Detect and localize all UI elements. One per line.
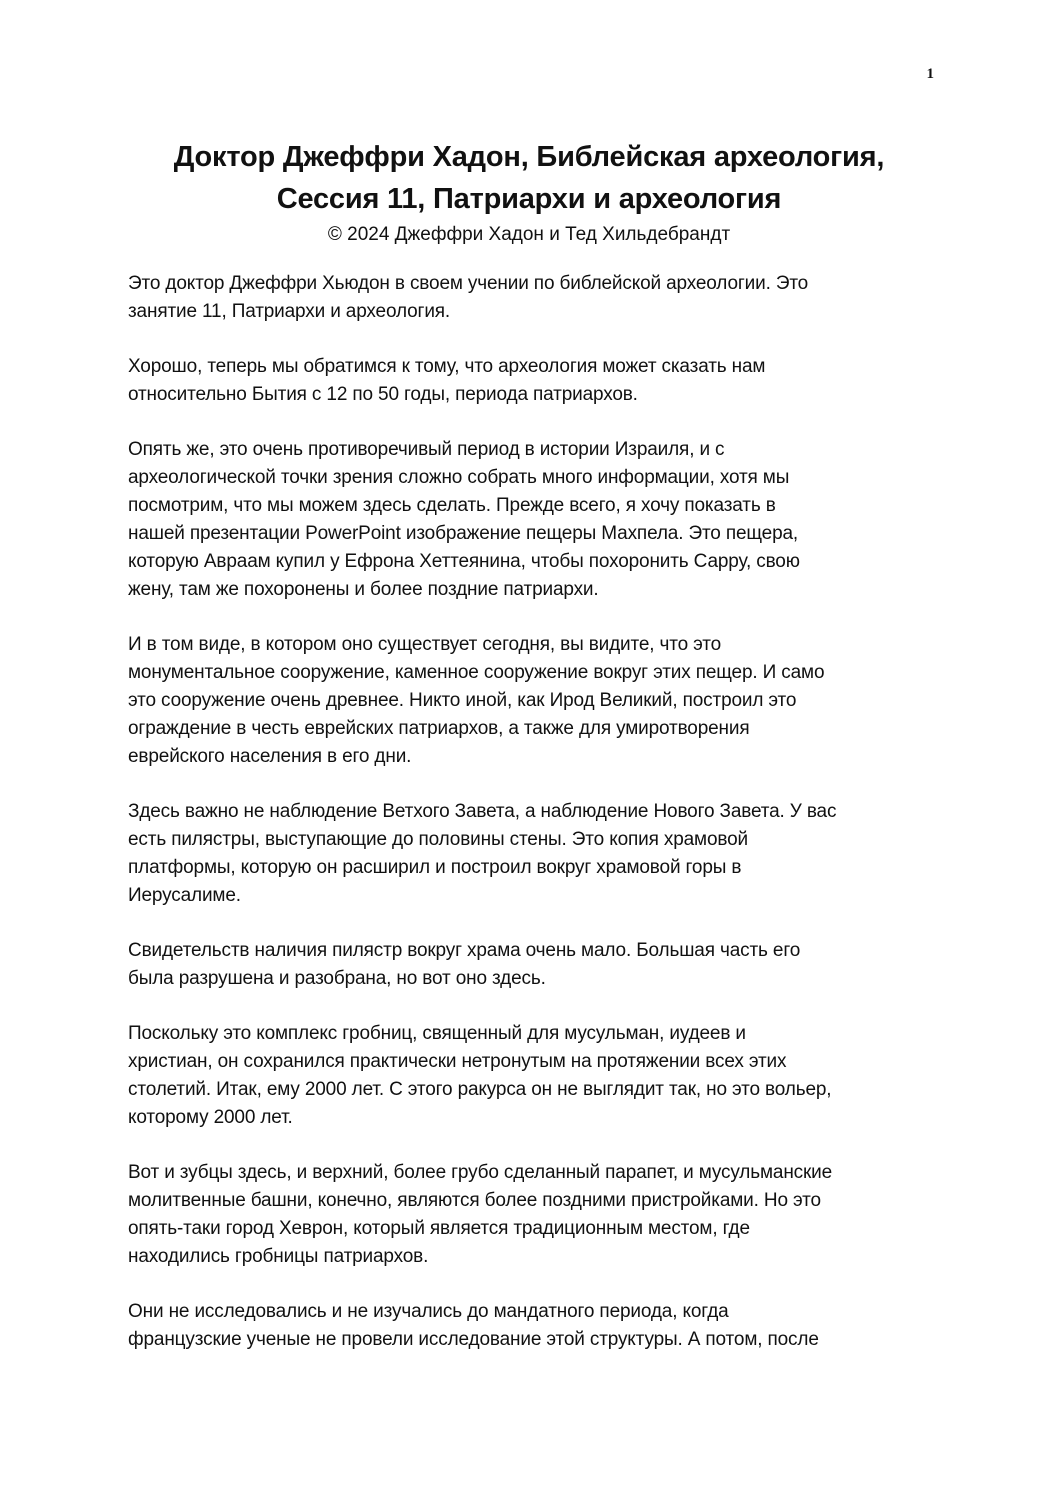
text-line: Хорошо, теперь мы обратимся к тому, что археология может сказать нам	[128, 356, 766, 377]
page-number: 1	[926, 66, 934, 82]
text-line: относительно Бытия с 12 по 50 годы, периода патриархов.	[128, 384, 638, 405]
text-line: Иерусалиме.	[128, 885, 241, 906]
text-line: Здесь важно не наблюдение Ветхого Завета, а наблюдение Нового Завета. У вас	[128, 801, 837, 822]
text-line: нашей презентации PowerPoint изображение пещеры Махпела. Это пещера,	[128, 523, 799, 544]
text-line: Вот и зубцы здесь, и верхний, более грубо сделанный парапет, и мусульманские	[128, 1162, 833, 1183]
paragraph	[128, 1159, 928, 1271]
text-line: Свидетельств наличия пилястр вокруг храма очень мало. Большая часть его	[128, 940, 801, 961]
text-line: Поскольку это комплекс гробниц, священный для мусульман, иудеев и	[128, 1023, 746, 1044]
text-line: находились гробницы патриархов.	[128, 1246, 429, 1267]
text-line: монументальное сооружение, каменное сооружение вокруг этих пещер. И само	[128, 662, 825, 683]
text-line: столетий. Итак, ему 2000 лет. С этого ракурса он не выглядит так, но это вольер,	[128, 1079, 832, 1100]
document-title-line-1: Доктор Джеффри Хадон, Библейская археология,	[173, 141, 885, 173]
paragraph	[128, 798, 928, 910]
text-line: платформы, которую он расширил и построил вокруг храмовой горы в	[128, 857, 742, 878]
text-line: ограждение в честь еврейских патриархов, а также для умиротворения	[128, 718, 750, 739]
paragraph	[128, 937, 928, 993]
text-line: занятие 11, Патриархи и археология.	[128, 301, 451, 322]
paragraph	[128, 1298, 928, 1354]
text-line: Опять же, это очень противоречивый период в истории Израиля, и с	[128, 439, 725, 460]
text-line: Они не исследовались и не изучались до мандатного периода, когда	[128, 1301, 729, 1322]
text-line: молитвенные башни, конечно, являются более поздними пристройками. Но это	[128, 1190, 821, 1211]
document-title-line-2: Сессия 11, Патриархи и археология	[276, 183, 782, 215]
document-header	[100, 136, 958, 249]
paragraph	[128, 631, 928, 771]
text-line: И в том виде, в котором оно существует сегодня, вы видите, что это	[128, 634, 722, 655]
text-line: есть пилястры, выступающие до половины стены. Это копия храмовой	[128, 829, 748, 850]
paragraph	[128, 353, 928, 409]
text-line: которую Авраам купил у Ефрона Хеттеянина, чтобы похоронить Сарру, свою	[128, 551, 800, 572]
document-body	[128, 270, 928, 1381]
paragraph	[128, 436, 928, 604]
text-line: еврейского населения в его дни.	[128, 746, 412, 767]
text-line: была разрушена и разобрана, но вот оно здесь.	[128, 968, 546, 989]
text-line: христиан, он сохранился практически нетронутым на протяжении всех этих	[128, 1051, 787, 1072]
text-line: археологической точки зрения сложно собрать много информации, хотя мы	[128, 467, 790, 488]
paragraph	[128, 1020, 928, 1132]
text-line: французские ученые не провели исследование этой структуры. А потом, после	[128, 1329, 819, 1350]
text-line: Это доктор Джеффри Хьюдон в своем учении по библейской археологии. Это	[128, 273, 809, 294]
paragraph	[128, 270, 928, 326]
text-line: которому 2000 лет.	[128, 1107, 293, 1128]
copyright-line: © 2024 Джеффри Хадон и Тед Хильдебрандт	[327, 224, 731, 245]
text-line: опять-таки город Хеврон, который является традиционным местом, где	[128, 1218, 750, 1239]
text-line: посмотрим, что мы можем здесь сделать. Прежде всего, я хочу показать в	[128, 495, 776, 516]
text-line: жену, там же похоронены и более поздние патриархи.	[128, 579, 599, 600]
text-line: это сооружение очень древнее. Никто иной, как Ирод Великий, построил это	[128, 690, 797, 711]
